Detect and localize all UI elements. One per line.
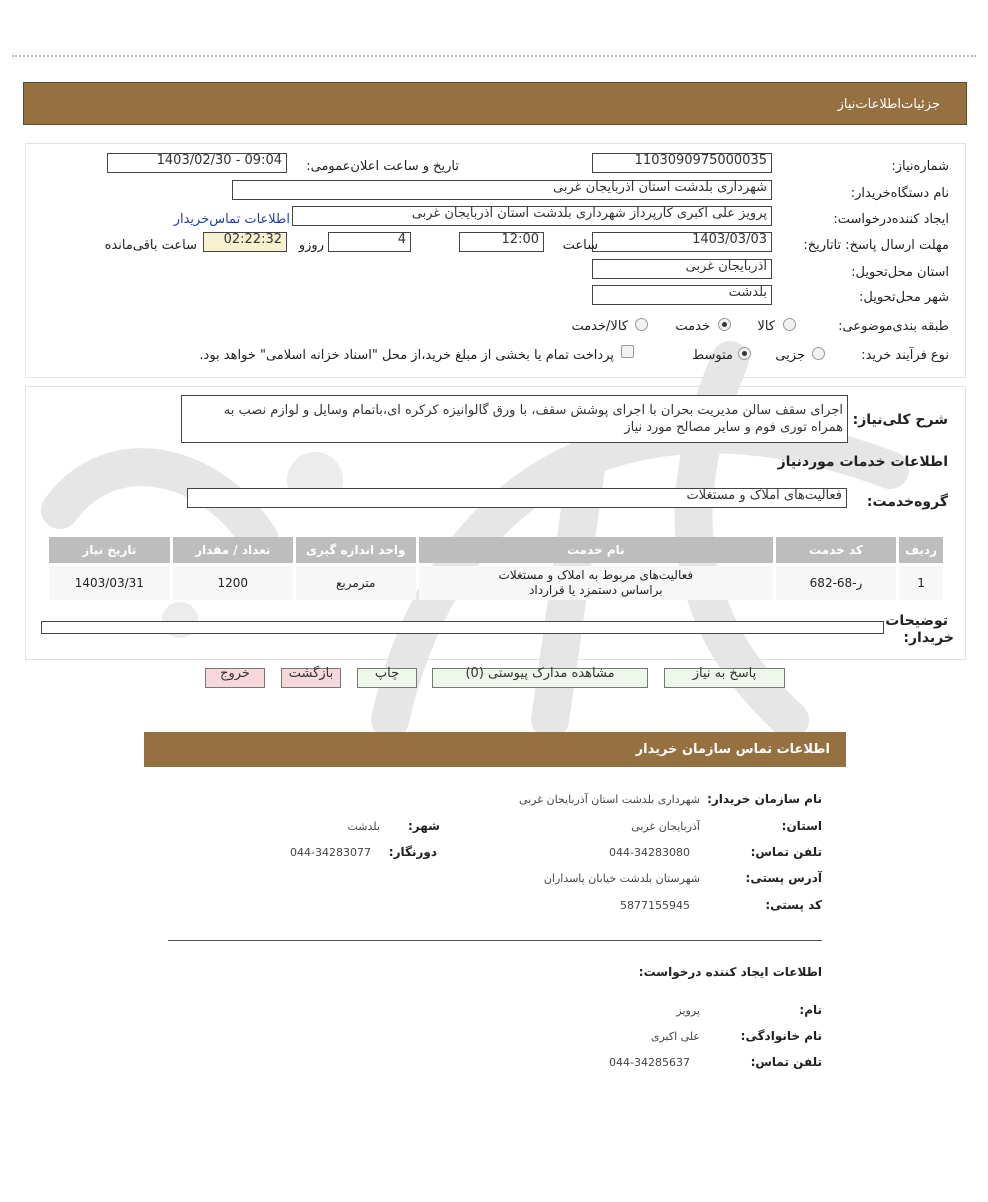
buyer-notes-field[interactable] [41, 621, 884, 634]
need-number-label: شماره‌نیاز: [891, 159, 949, 174]
details-header-title: جزئیات‌اطلاعات‌نیاز [837, 97, 940, 112]
cell-name [419, 566, 773, 600]
col-qty-header: تعداد / مقدار [173, 537, 293, 563]
contact-divider [168, 940, 822, 941]
city-label: شهر محل‌تحویل: [859, 290, 949, 305]
creator-family-label: نام خانوادگی: [740, 1029, 822, 1043]
creator-info-heading: اطلاعات ایجاد کننده درخواست: [638, 965, 822, 979]
buyer-notes-label-2: خریدار: [903, 630, 954, 646]
cell-name-line-2: براساس دستمزد یا قرارداد [529, 583, 663, 597]
main-info-panel [25, 143, 966, 378]
summary-line-1: اجرای سقف سالن مدیریت بحران با اجرای پوشش سقف، با ورق گالوانیزه کرکره ای،باتمام وسایل و لوازم نصب به [223, 403, 843, 418]
service-group-field[interactable]: فعالیت‌های املاک و مستغلات [187, 488, 847, 508]
services-heading: اطلاعات خدمات مورد‌نیاز [777, 454, 948, 470]
creator-label: ایجاد کننده‌درخواست: [833, 212, 949, 227]
contact-province-label: استان: [781, 819, 822, 833]
process-small-radio[interactable] [812, 347, 825, 360]
days-remaining-field[interactable]: 4 [328, 232, 411, 252]
details-header [23, 82, 967, 125]
summary-label: شرح کلی‌نیاز: [852, 412, 948, 428]
creator-family-value: علی اکبری [650, 1030, 700, 1043]
contact-address-value: شهرستان بلدشت خیابان پاسداران [543, 872, 700, 885]
services-table [46, 534, 946, 603]
category-goods-label: کالا [757, 319, 775, 334]
contact-phone-label: تلفن تماس: [750, 845, 822, 859]
col-date-header: تاریخ نیاز [49, 537, 170, 563]
buyer-contact-link[interactable]: اطلاعات تماس‌خریدار [173, 212, 290, 227]
creator-phone-label: تلفن تماس: [750, 1055, 822, 1069]
deadline-date-field[interactable]: 1403/03/03 [592, 232, 772, 252]
province-label: استان محل‌تحویل: [851, 265, 949, 280]
process-small-label: جزیی [775, 348, 805, 363]
services-table-header-row [49, 537, 943, 563]
contact-org-value: شهرداری بلدشت استان آذربایجان غربی [518, 793, 700, 806]
creator-phone-value: 044-34285637 [609, 1056, 690, 1069]
buyer-notes-label-1: توضیحات [885, 613, 948, 629]
remaining-time-field: 02:22:32 [203, 232, 287, 252]
contact-org-label: نام سازمان خریدار: [707, 792, 822, 806]
category-service-label: خدمت [675, 319, 710, 334]
col-code-header: کد خدمت [776, 537, 896, 563]
col-row-header: ردیف [899, 537, 943, 563]
contact-header [144, 732, 846, 767]
need-number-field[interactable]: 1103090975000035 [592, 153, 772, 173]
contact-header-title: اطلاعات تماس سازمان خریدار [635, 742, 830, 757]
col-unit-header: واحد اندازه گیری [296, 537, 416, 563]
table-row [49, 566, 943, 600]
cell-date: 1403/03/31 [49, 566, 170, 600]
contact-fax-label: دورنگار: [388, 845, 437, 859]
contact-city-label: شهر: [408, 819, 440, 833]
category-goods-service-label: کالا/خدمت [571, 319, 628, 334]
category-goods-service-radio[interactable] [635, 318, 648, 331]
deadline-label: مهلت ارسال پاسخ: تاتاریخ: [803, 238, 949, 253]
contact-postal-value: 5877155945 [620, 899, 690, 912]
cell-row: 1 [899, 566, 943, 600]
buyer-org-label: نام دستگاه‌خریدار: [850, 186, 949, 201]
announce-date-field[interactable]: 1403/02/30 - 09:04 [107, 153, 287, 173]
treasury-payment-checkbox[interactable] [621, 345, 634, 358]
province-field[interactable]: آذربایجان غربی [592, 259, 772, 279]
payment-note: پرداخت تمام یا بخشی از مبلغ خرید،از محل "اسناد خزانه اسلامی" خواهد بود. [199, 348, 614, 363]
announce-date-label: تاریخ و ساعت اعلان‌عمومی: [306, 159, 459, 174]
buyer-org-field[interactable]: شهرداری بلدشت استان آذربایجان غربی [232, 180, 772, 200]
deadline-time-field[interactable]: 12:00 [459, 232, 544, 252]
exit-button[interactable]: خروج [205, 668, 265, 688]
category-service-radio[interactable] [718, 318, 731, 331]
contact-phone-value: 044-34283080 [609, 846, 690, 859]
creator-name-value: پرویز [676, 1004, 700, 1017]
category-goods-radio[interactable] [783, 318, 796, 331]
service-group-label: گروه‌خدمت: [866, 494, 948, 510]
contact-fax-value: 044-34283077 [290, 846, 371, 859]
print-button[interactable]: چاپ [357, 668, 417, 688]
category-label: طبقه بندی‌موضوعی: [838, 319, 949, 334]
top-dotted-divider [12, 55, 976, 57]
cell-name-line-1: فعالیت‌های مربوط به املاک و مستغلات [498, 568, 694, 582]
process-medium-radio[interactable] [738, 347, 751, 360]
remaining-time-label: ساعت باقی‌مانده [104, 238, 197, 253]
deadline-time-label: ساعت [562, 238, 598, 253]
city-field[interactable]: بلدشت [592, 285, 772, 305]
contact-address-label: آدرس پستی: [745, 871, 822, 885]
cell-qty: 1200 [173, 566, 293, 600]
process-label: نوع فرآیند خرید: [861, 348, 949, 363]
contact-city-value: بلدشت [347, 820, 380, 833]
attachments-button[interactable]: مشاهده مدارک پیوستی (0) [432, 668, 648, 688]
back-button[interactable]: بازگشت [281, 668, 341, 688]
contact-province-value: آذربایجان غربی [631, 820, 700, 833]
summary-line-2: همراه توری فوم و سایر مصالح مورد نیاز [624, 420, 843, 435]
days-label: روزو [298, 238, 324, 253]
creator-field[interactable]: پرویز علی اکبری کارپرداز شهرداری بلدشت استان آذربایجان غربی [292, 206, 772, 226]
contact-postal-label: کد پستی: [765, 898, 822, 912]
process-medium-label: متوسط [692, 348, 733, 363]
summary-field[interactable] [181, 395, 848, 443]
creator-name-label: نام: [799, 1003, 822, 1017]
cell-code: ر-68-682 [776, 566, 896, 600]
cell-unit: مترمربع [296, 566, 416, 600]
reply-button[interactable]: پاسخ به نیاز [664, 668, 785, 688]
col-name-header: نام خدمت [419, 537, 773, 563]
